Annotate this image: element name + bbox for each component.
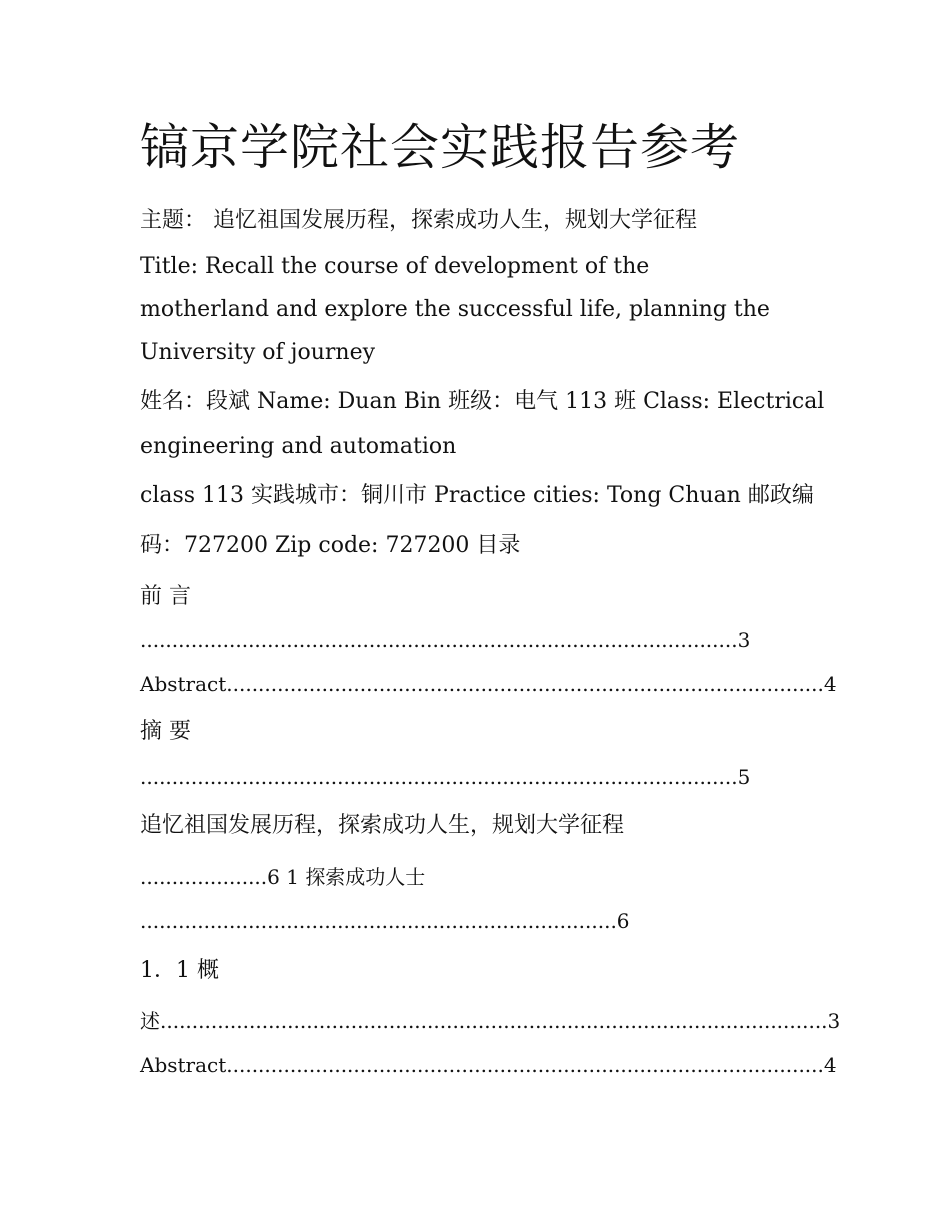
zip-code-line: 码：727200 Zip code: 727200 目录 <box>140 533 521 558</box>
name-class-line-2: engineering and automation <box>140 434 457 459</box>
name-class-line-1: 姓名：段斌 Name: Duan Bin 班级：电气 113 班 Class: Electrical <box>140 389 825 414</box>
english-title-line-3: University of journey <box>140 340 376 365</box>
toc-heading-main: 追忆祖国发展历程，探索成功人生，规划大学征程 <box>140 813 625 838</box>
practice-city-line: class 113 实践城市：铜川市 Practice cities: Tong Chuan 邮政编 <box>140 483 814 508</box>
toc-leader-preface: ..............................................................................................3 <box>140 628 751 652</box>
english-title-line-2: motherland and explore the successful life, planning the <box>140 297 770 322</box>
toc-leader-section-1: ...........................................................................6 <box>140 909 630 933</box>
english-title-line-1: Title: Recall the course of development of the <box>140 254 650 279</box>
toc-leader-summary: ..............................................................................................5 <box>140 765 751 789</box>
toc-entry-abstract: Abstract..............................................................................................4 <box>140 672 837 696</box>
toc-heading-1-1: 1．1 概 <box>140 958 219 983</box>
toc-entry-overview: 述.........................................................................................................3 <box>140 1009 841 1033</box>
toc-heading-preface: 前 言 <box>140 584 191 609</box>
toc-heading-summary: 摘 要 <box>140 719 191 744</box>
document-page <box>140 0 841 1229</box>
toc-entry-section-1: ....................6 1 探索成功人士 <box>140 865 426 889</box>
toc-entry-abstract-2: Abstract..............................................................................................4 <box>140 1053 837 1077</box>
subject-line: 主题： 追忆祖国发展历程，探索成功人生，规划大学征程 <box>140 208 697 233</box>
document-title: 镐京学院社会实践报告参考 <box>140 119 741 176</box>
